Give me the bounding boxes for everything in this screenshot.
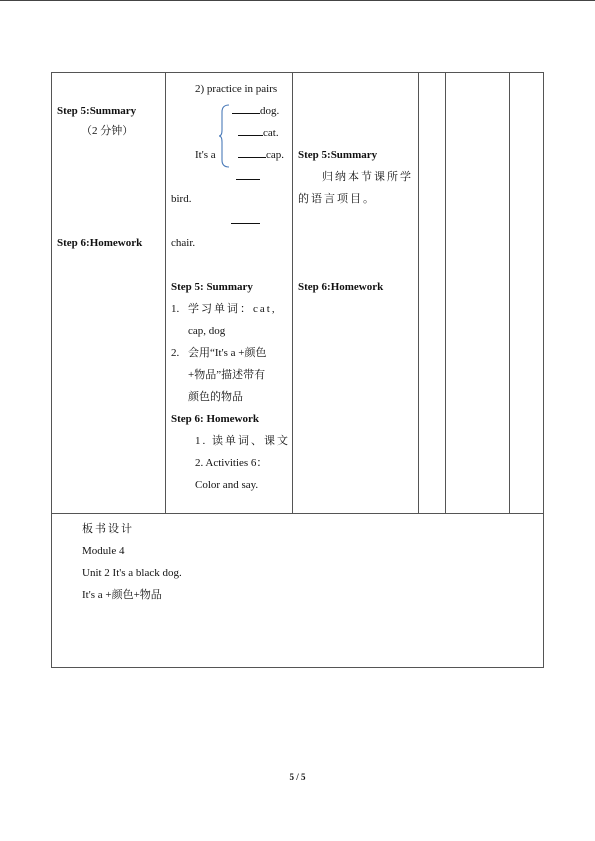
item-word: cat. bbox=[263, 127, 279, 139]
col-divider-3 bbox=[418, 73, 419, 513]
col3-step6-title: Step 6:Homework bbox=[298, 281, 384, 293]
summary-2-line-c: 颜色的物品 bbox=[188, 391, 243, 403]
summary-2-line-b: +物品”描述带有 bbox=[188, 369, 266, 381]
answer-blank bbox=[238, 126, 263, 136]
sentence-line-4 bbox=[236, 170, 260, 184]
homework-item-2a: 2. Activities 6： bbox=[195, 457, 268, 469]
summary-title: Step 5: Summary bbox=[171, 281, 253, 293]
brace-icon bbox=[218, 104, 230, 168]
homework-title: Step 6: Homework bbox=[171, 413, 259, 425]
col1-step5-time: （2 分钟） bbox=[81, 125, 134, 137]
summary-1-line-b: cap, dog bbox=[188, 325, 226, 337]
practice-heading: 2) practice in pairs bbox=[195, 83, 278, 95]
item-chair: chair. bbox=[171, 237, 196, 249]
col3-step5-title: Step 5:Summary bbox=[298, 149, 378, 161]
item-bird: bird. bbox=[171, 193, 192, 205]
col1-step5-title: Step 5:Summary bbox=[57, 105, 137, 117]
answer-blank bbox=[232, 104, 260, 114]
board-line-1: Module 4 bbox=[82, 545, 125, 557]
sentence-line-5 bbox=[231, 214, 260, 228]
summary-1-num: 1. bbox=[171, 303, 180, 315]
row-divider bbox=[52, 513, 543, 514]
answer-blank bbox=[238, 148, 266, 158]
col3-step5-line-2: 的语言项目。 bbox=[298, 193, 376, 205]
homework-item-2b: Color and say. bbox=[195, 479, 259, 491]
answer-blank bbox=[236, 170, 260, 180]
page-number: 5 / 5 bbox=[289, 772, 306, 782]
sentence-line-2 bbox=[238, 126, 279, 140]
homework-item-1: 1. 读单词、课文 bbox=[195, 435, 290, 447]
item-word: dog. bbox=[260, 105, 280, 117]
col-divider-1 bbox=[165, 73, 166, 513]
summary-2-line-a: 会用“It's a +颜色 bbox=[188, 347, 267, 359]
summary-2-num: 2. bbox=[171, 347, 180, 359]
answer-blank bbox=[231, 214, 260, 224]
col3-step5-line-1: 归纳本节课所学 bbox=[322, 171, 413, 183]
summary-1-line-a: 学习单词：cat, bbox=[188, 303, 277, 315]
sentence-line-3 bbox=[238, 148, 284, 162]
board-line-3: It's a +颜色+物品 bbox=[82, 589, 162, 601]
board-line-2: Unit 2 It's a black dog. bbox=[82, 567, 182, 579]
col-divider-2 bbox=[292, 73, 293, 513]
its-a-label: It's a bbox=[195, 149, 216, 161]
board-heading: 板书设计 bbox=[82, 523, 134, 535]
col1-step6-title: Step 6:Homework bbox=[57, 237, 143, 249]
item-word: cap. bbox=[266, 149, 285, 161]
header-rule bbox=[0, 0, 595, 1]
col-divider-5 bbox=[509, 73, 510, 513]
col-divider-4 bbox=[445, 73, 446, 513]
sentence-line-1 bbox=[232, 104, 279, 118]
